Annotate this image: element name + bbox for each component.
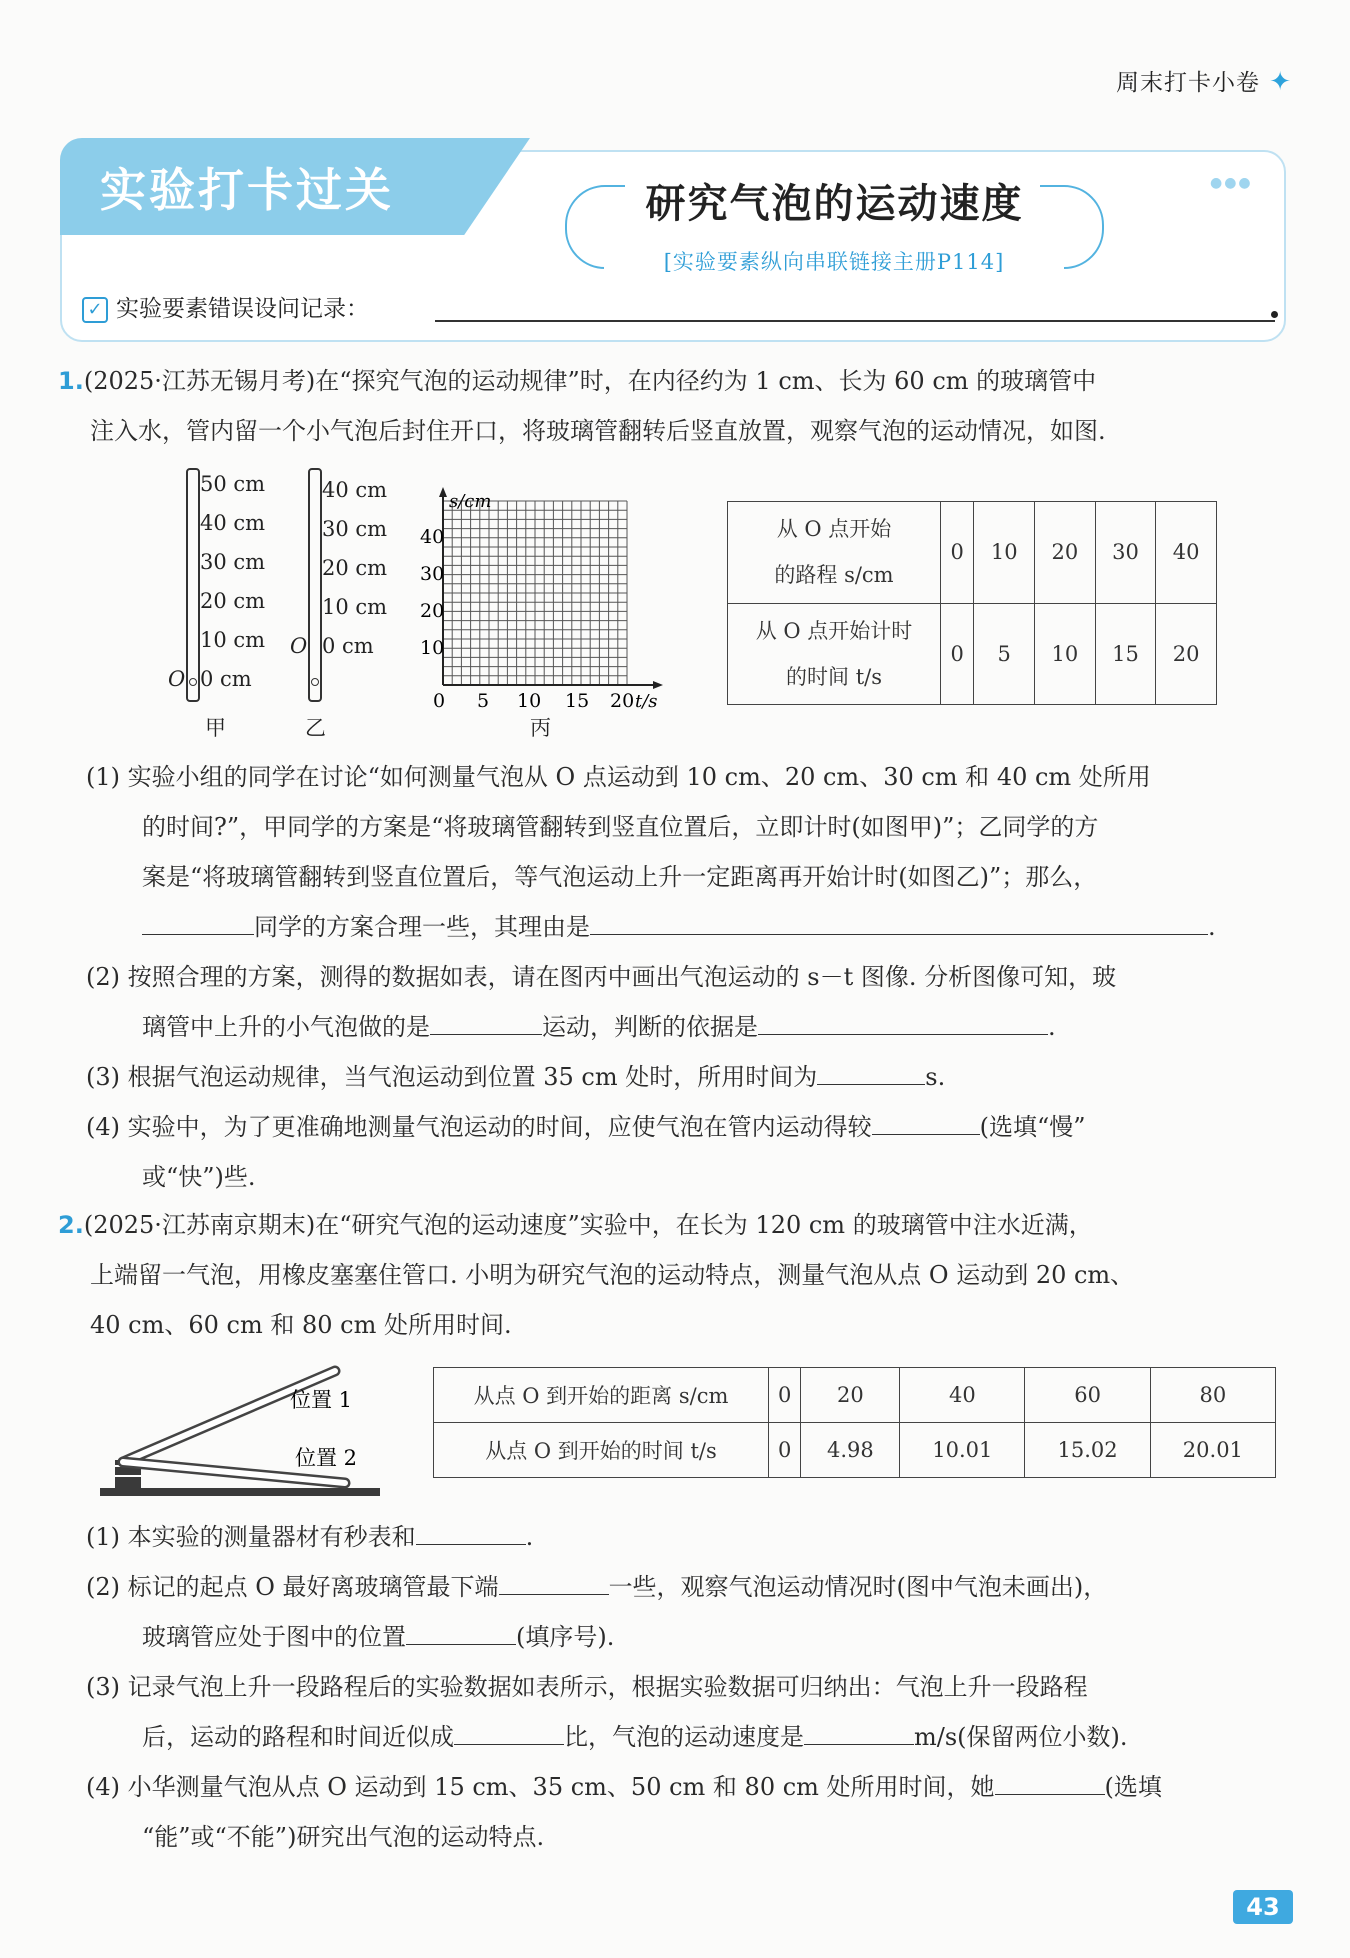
svg-text:20: 20 xyxy=(420,600,445,622)
decorative-dots-icon: ●●● xyxy=(1210,175,1253,191)
record-blank[interactable] xyxy=(435,320,1275,322)
q2-number: 2. xyxy=(58,1211,84,1239)
q1-sub3-blank[interactable] xyxy=(817,1060,925,1085)
section-tab-text: 实验打卡过关 xyxy=(100,163,394,217)
q2-sub2: (2) 标记的起点 O 最好离玻璃管最下端 一些，观察气泡运动情况时(图中气泡未画出)， 玻璃管应处于图中的位置 (填序号). xyxy=(86,1562,1306,1662)
figure-bing-caption: 丙 xyxy=(530,716,551,740)
q2-sub4: (4) 小华测量气泡从点 O 运动到 15 cm、35 cm、50 cm 和 80 cm 处所用时间，她 (选填 “能”或“不能”)研究出气泡的运动特点. xyxy=(86,1762,1316,1862)
q1-sub1: (1) 实验小组的同学在讨论“如何测量气泡从 O 点运动到 10 cm、20 cm、30 cm 和 40 cm 处所用 的时间?”，甲同学的方案是“将玻璃管翻转到竖直位置后，立即计时(如图甲)”；乙同学的方 案是“将玻璃管翻转到竖直位置后，等气泡运动上升一定距离再开始计时(如图乙)”；那么， 同学的方案合理一些，其理由是 . xyxy=(86,763,1216,941)
q1-sub4-blank[interactable] xyxy=(872,1110,980,1135)
corner-label: 周末打卡小卷 ✦ xyxy=(1115,67,1292,97)
q1-sub1-blank-2[interactable] xyxy=(590,910,1208,935)
q1-stem: 1.(2025·江苏无锡月考)在“探究气泡的运动规律”时，在内径约为 1 cm、长为 60 cm 的玻璃管中 注入水，管内留一个小气泡后封住开口，将玻璃管翻转后竖直放置，观察气泡的运动情况，如图. xyxy=(58,367,1106,445)
q2-sub3: (3) 记录气泡上升一段路程后的实验数据如表所示，根据实验数据可归纳出：气泡上升一段路程 后，运动的路程和时间近似成 比，气泡的运动速度是 m/s(保留两位小数). xyxy=(86,1673,1128,1751)
page-title: 研究气泡的运动速度 xyxy=(645,180,1024,227)
q2-sub2-blank-2[interactable] xyxy=(406,1620,516,1645)
svg-text:15: 15 xyxy=(565,690,590,712)
q1-sub1-blank-1[interactable] xyxy=(142,910,254,935)
figure-bing-grid[interactable] xyxy=(405,485,690,715)
figure-yi-caption: 乙 xyxy=(305,716,326,740)
svg-text:t/s: t/s xyxy=(635,691,658,712)
svg-text:30: 30 xyxy=(420,563,445,585)
q1-data-table: 从 O 点开始 的路程 s/cm 0 10 20 30 40 从 O 点开始计时 的时间 t/s 0 5 10 15 20 xyxy=(727,501,1217,705)
svg-text:位置 1: 位置 1 xyxy=(290,1388,353,1412)
q1-sub2-blank-1[interactable] xyxy=(430,1010,542,1035)
record-label: 实验要素错误设问记录： xyxy=(116,296,369,322)
page-number: 43 xyxy=(1233,1890,1293,1924)
q2-figure xyxy=(95,1355,395,1505)
q2-sub3-blank-2[interactable] xyxy=(804,1720,914,1745)
q2-sub1: (1) 本实验的测量器材有秒表和 . xyxy=(86,1512,533,1562)
page-subtitle: [实验要素纵向串联链接主册P114] xyxy=(604,246,1064,276)
q1-number: 1. xyxy=(58,367,84,395)
q2-stem: 2.(2025·江苏南京期末)在“研究气泡的运动速度”实验中，在长为 120 cm 的玻璃管中注水近满， 上端留一气泡，用橡皮塞塞住管口. 小明为研究气泡的运动特点，测量气泡从点 O 运动到 20 cm、 40 cm、60 cm 和 80 cm 处所用时间. xyxy=(58,1211,1135,1339)
figure-yi: 40 cm 30 cm 20 cm 10 cm 0 cm O xyxy=(290,468,420,708)
svg-text:10: 10 xyxy=(420,637,445,659)
svg-text:0: 0 xyxy=(433,690,446,712)
q2-sub3-blank-1[interactable] xyxy=(454,1720,564,1745)
svg-text:位置 2: 位置 2 xyxy=(295,1446,358,1470)
q2-sub4-blank[interactable] xyxy=(995,1770,1105,1795)
q1-sub2-blank-2[interactable] xyxy=(758,1010,1048,1035)
q1-sub2: (2) 按照合理的方案，测得的数据如表，请在图丙中画出气泡运动的 s－t 图像. 分析图像可知，玻 璃管中上升的小气泡做的是 运动，判断的依据是 . xyxy=(86,963,1117,1041)
svg-text:20: 20 xyxy=(610,690,635,712)
svg-text:5: 5 xyxy=(477,690,490,712)
q2-data-table: 从点 O 到开始的距离 s/cm 0 20 40 60 80 从点 O 到开始的时间 t/s 0 4.98 10.01 15.02 20.01 xyxy=(433,1367,1276,1478)
q1-sub4: (4) 实验中，为了更准确地测量气泡运动的时间，应使气泡在管内运动得较 (选填“慢” 或“快”)些. xyxy=(86,1102,1306,1202)
sparkle-icon: ✦ xyxy=(1259,67,1292,97)
checkbox-icon: ✓ xyxy=(82,297,108,323)
q1-sub3: (3) 根据气泡运动规律，当气泡运动到位置 35 cm 处时，所用时间为 s. xyxy=(86,1052,945,1102)
figure-jia: 50 cm 40 cm 30 cm 20 cm 10 cm 0 cm O xyxy=(150,468,270,708)
q2-sub2-blank-1[interactable] xyxy=(499,1570,609,1595)
svg-text:10: 10 xyxy=(517,690,542,712)
svg-text:s/cm: s/cm xyxy=(449,491,492,512)
q2-sub1-blank[interactable] xyxy=(416,1520,526,1545)
figure-jia-caption: 甲 xyxy=(205,716,226,740)
svg-text:40: 40 xyxy=(420,526,445,548)
record-row xyxy=(82,290,369,323)
